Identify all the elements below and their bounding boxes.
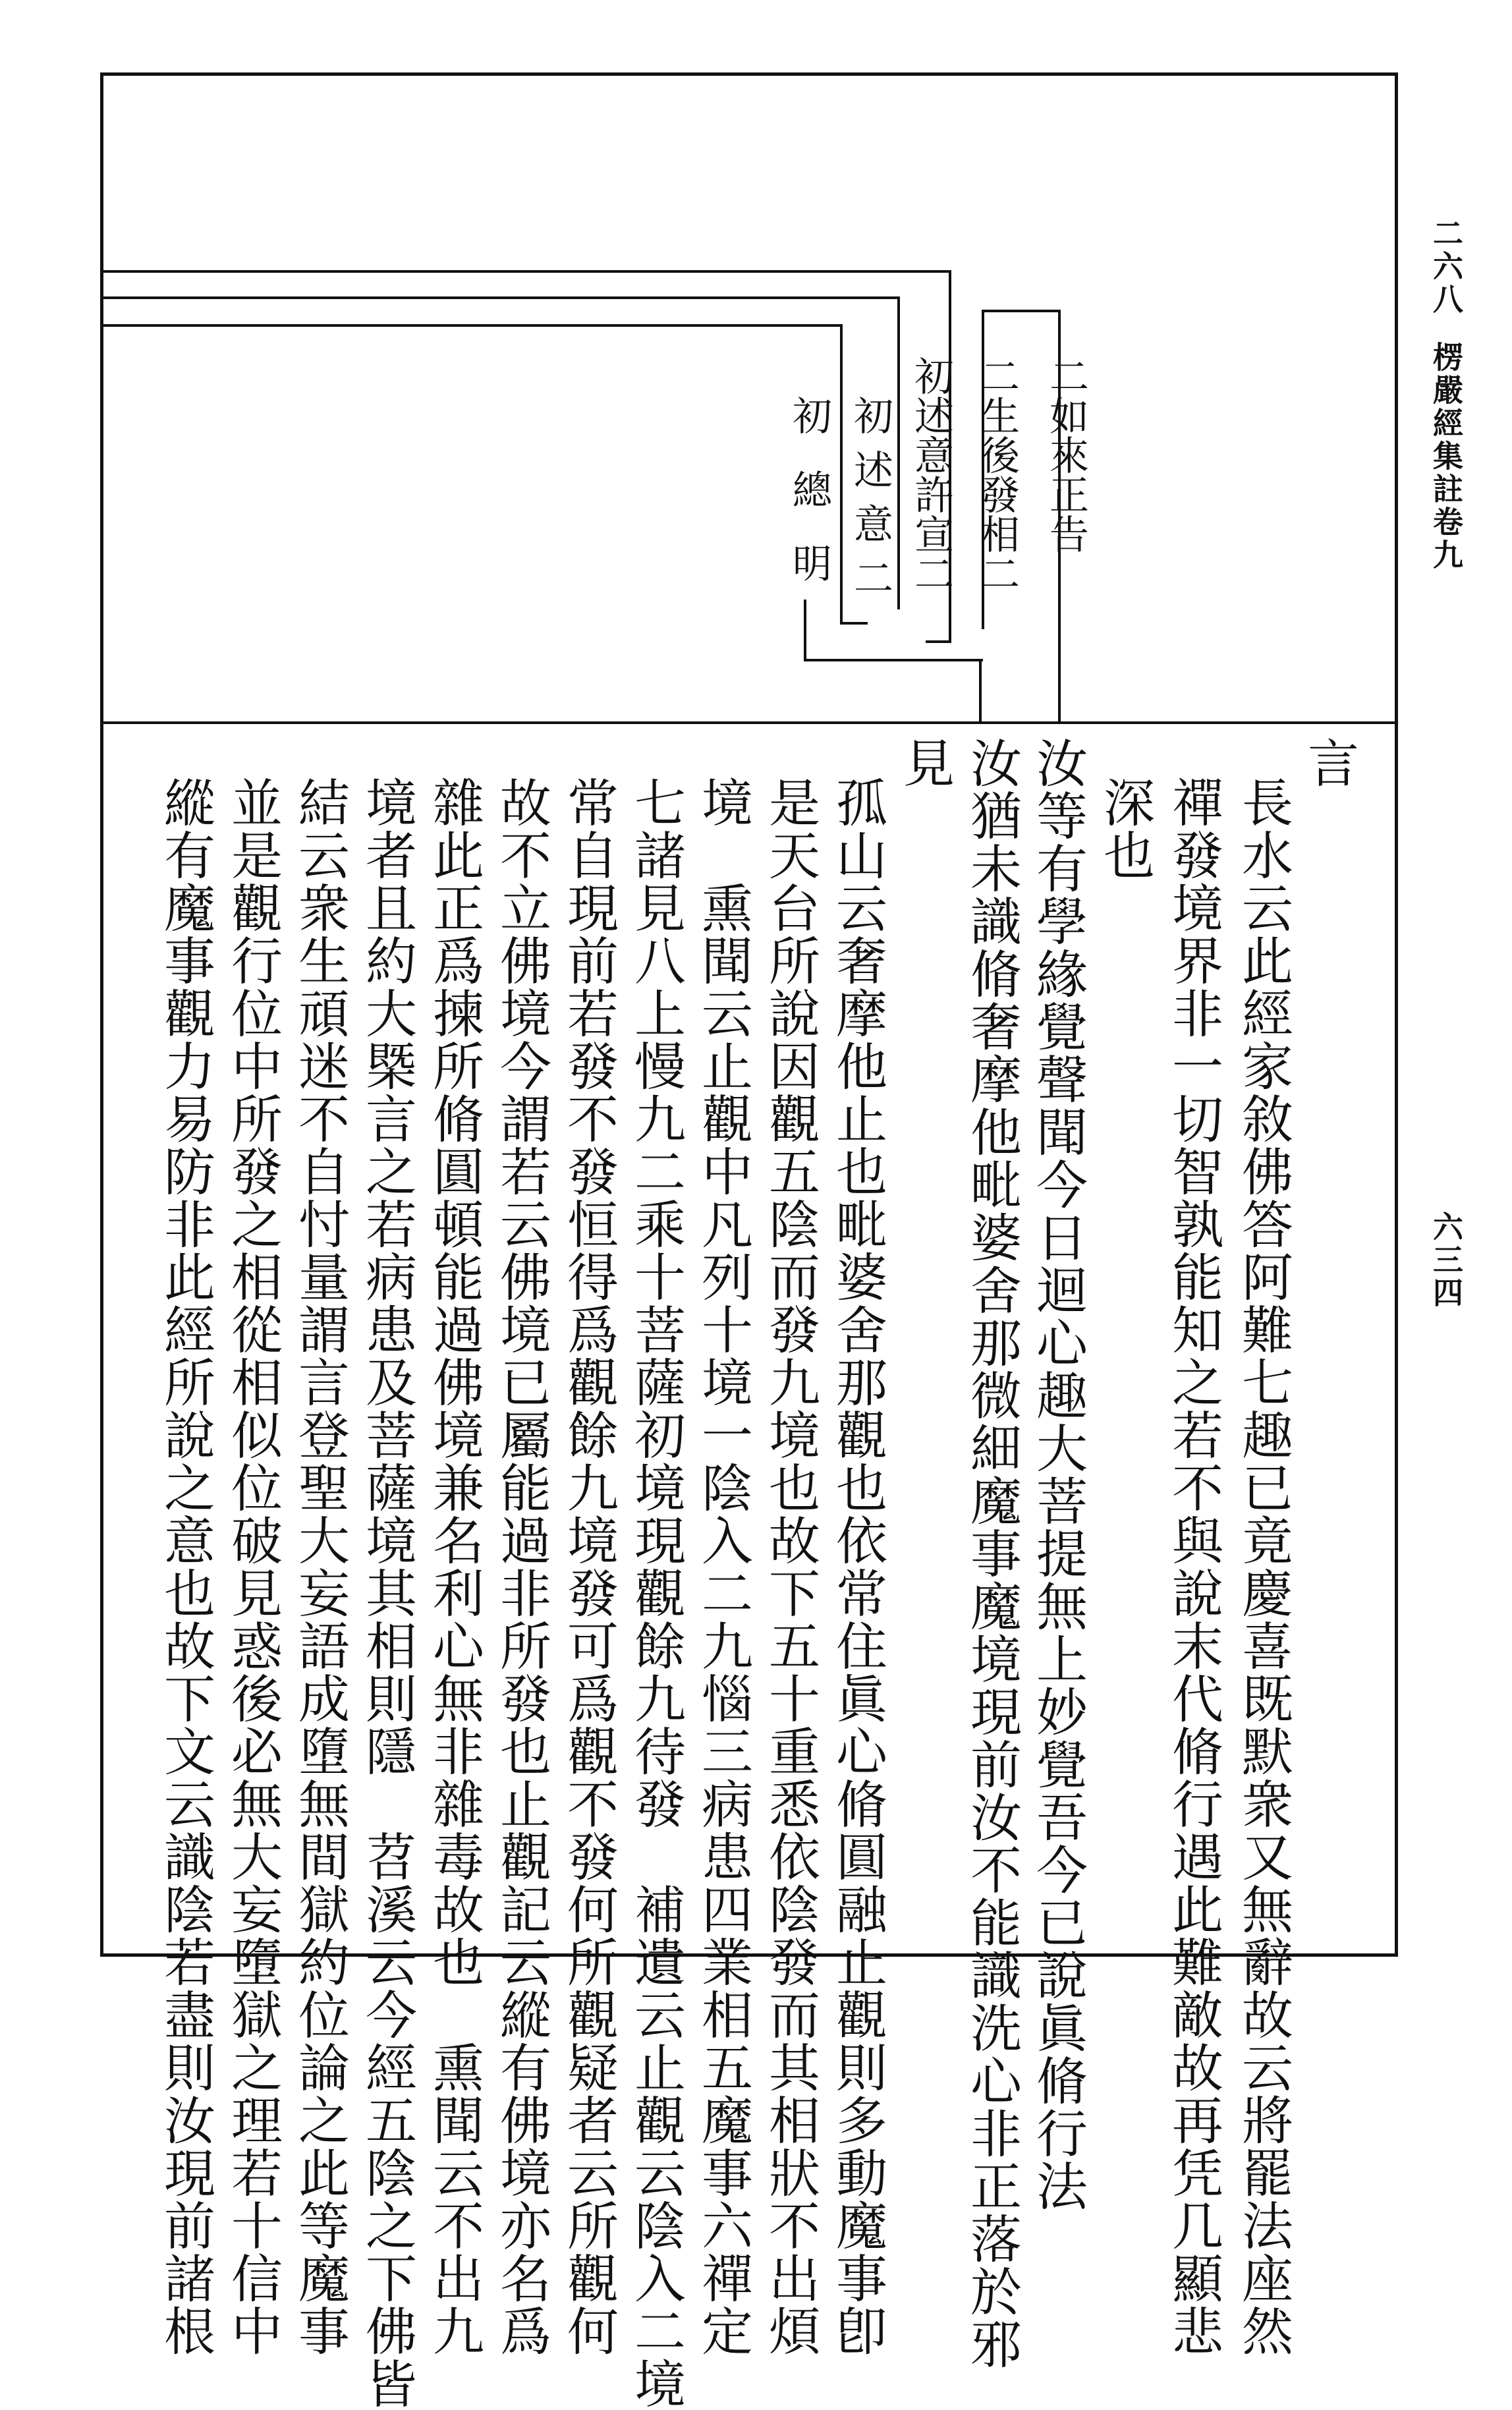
outline-bracket-2 <box>102 296 899 299</box>
text-column-6: 汝猶未識脩奢摩他毗婆舍那微細魔事魔境現前汝不能識洗心非正落於邪 <box>962 737 1021 2370</box>
text-column-15: 境者且約大槩言之若病患及菩薩境其相則隱 苕溪云今經五陰之下佛皆 <box>357 776 416 2410</box>
outline-item-2: 二生後發相二 <box>974 356 1020 593</box>
outline-item-5: 初總明 <box>786 395 832 617</box>
text-column-5: 汝等有學緣覺聲聞今日迴心趣大菩提無上妙覺吾今已說眞脩行法 <box>1028 737 1087 2212</box>
text-column-9: 是天台所說因觀五陰而發九境也故下五十重悉依陰發而其相狀不出煩 <box>760 776 820 2357</box>
text-column-1: 言 <box>1299 737 1358 789</box>
text-column-17: 並是觀行位中所發之相從相似位破見惑後必無大妄墮獄之理若十信中 <box>223 776 282 2357</box>
text-column-3: 禪發境界非一切智孰能知之若不與說末代脩行遇此難敵故再凭几顯悲 <box>1163 776 1223 2357</box>
outline-bracket-1-foot <box>926 640 951 643</box>
text-column-4: 深也 <box>1095 776 1154 882</box>
outline-item-4: 初述意二 <box>847 395 893 611</box>
outline-foot-bar <box>804 659 983 661</box>
outline-item-3: 初述意許宣二 <box>908 356 954 593</box>
text-column-12: 常自現前若發不發恒得爲觀餘九境發可爲觀不發何所觀疑者云所觀何 <box>559 776 618 2357</box>
outline-root-bar <box>982 310 1061 312</box>
text-column-16: 結云衆生頑迷不自忖量謂言登聖大妄語成墮無間獄約位論之此等魔事 <box>290 776 349 2357</box>
book-title: 楞嚴經集註卷九 <box>1428 341 1464 572</box>
text-column-18: 縱有魔事觀力易防非此經所說之意也故下文云識陰若盡則汝現前諸根 <box>155 776 215 2357</box>
text-column-11: 七諸見八上慢九二乘十菩薩初境現觀餘九待發 補遺云止觀云陰入二境 <box>626 776 685 2410</box>
outline-join-stem <box>979 659 982 723</box>
text-column-14: 雜此正爲揀所脩圓頓能過佛境兼名利心無非雜毒故也 熏聞云不出九 <box>424 776 484 2357</box>
text-column-10: 境 熏聞云止觀中凡列十境一陰入二九惱三病患四業相五魔事六禪定 <box>693 776 752 2357</box>
text-column-7: 見 <box>895 737 954 789</box>
text-column-8: 孤山云奢摩他止也毗婆舍那觀也依常住眞心脩圓融止觀則多動魔事卽 <box>827 776 887 2357</box>
section-divider <box>102 721 1395 724</box>
text-column-13: 故不立佛境今謂若云佛境已屬能過非所發也止觀記云縱有佛境亦名爲 <box>491 776 551 2357</box>
outline-bracket-1 <box>102 270 951 273</box>
page-label: 二六八 <box>1428 217 1464 316</box>
text-column-2: 長水云此經家敘佛答阿難七趣已竟慶喜既默衆又無辭故云將罷法座然 <box>1233 776 1293 2357</box>
outline-bracket-3-foot <box>840 622 868 625</box>
outline-bracket-3 <box>102 324 842 327</box>
outline-item-1: 二如來正告 <box>1043 356 1089 553</box>
folio-number: 六三四 <box>1428 1211 1464 1310</box>
